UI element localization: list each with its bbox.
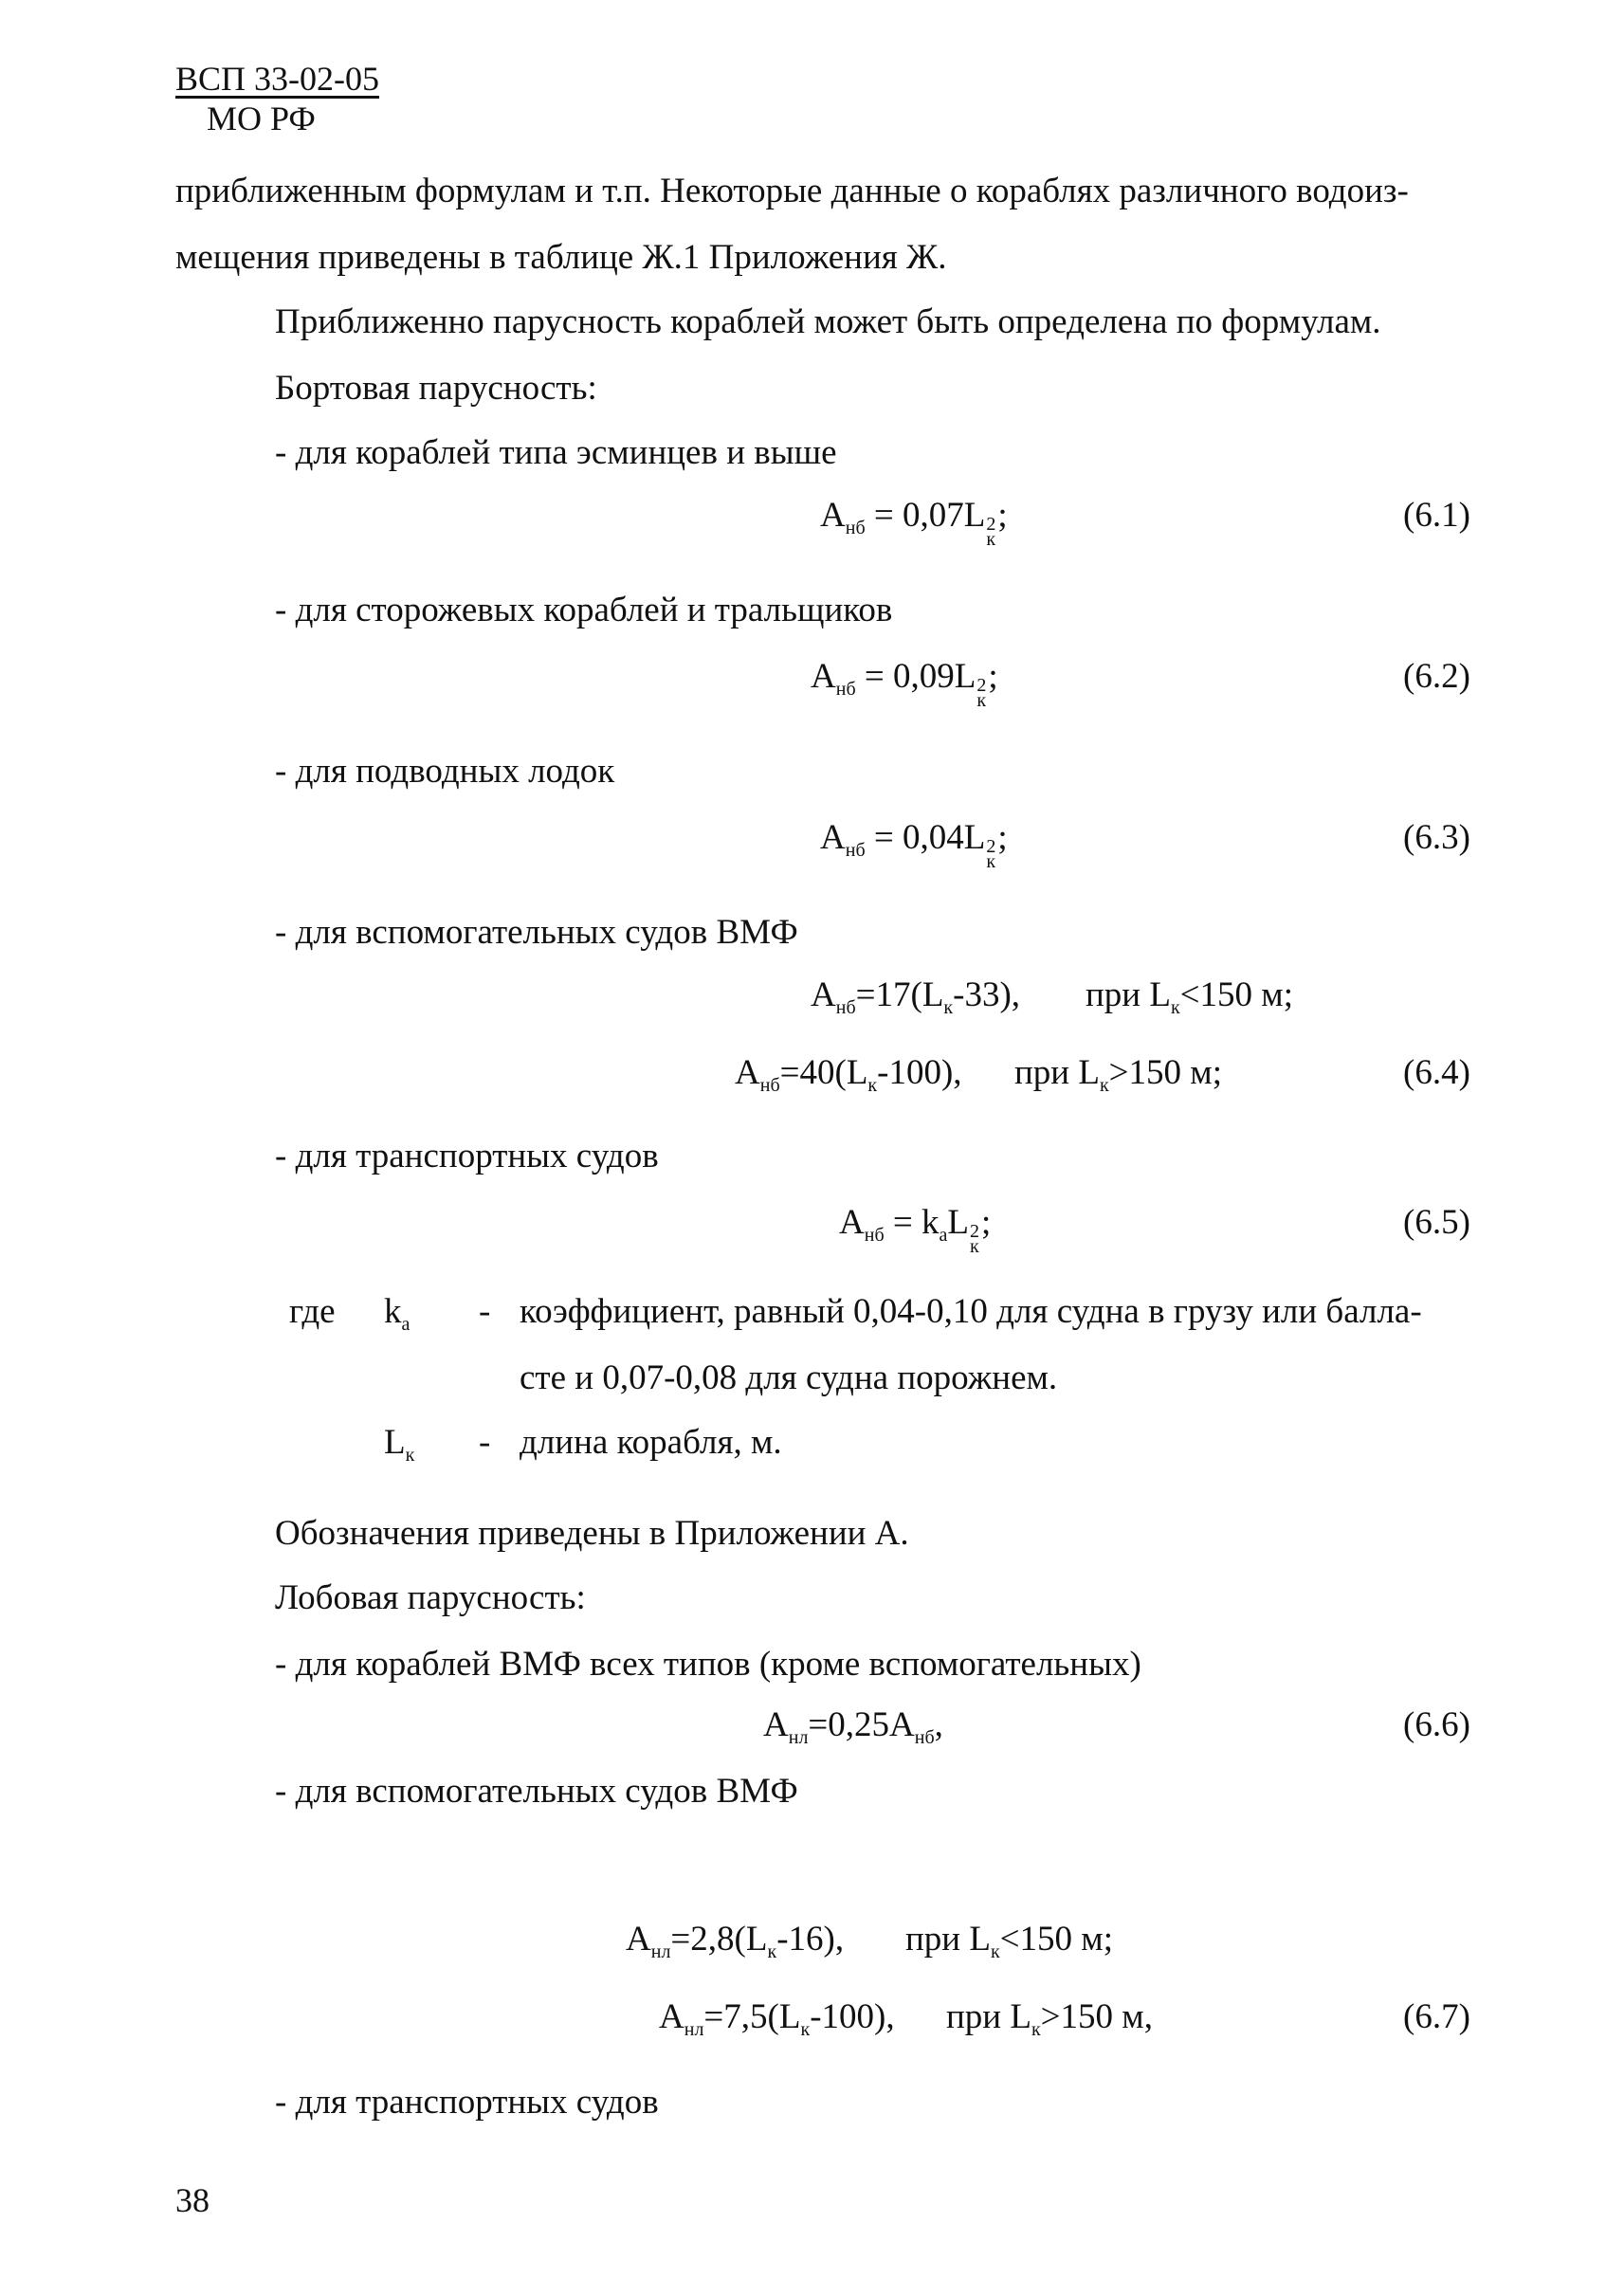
list-item: - для транспортных судов — [275, 2083, 659, 2122]
list-item: - для кораблей типа эсминцев и выше — [275, 433, 837, 472]
lk-symbol: $L_к$ — [384, 1423, 415, 1466]
formula-6-5: $А_{нб} = k_аL$ 2 к ; — [839, 1203, 992, 1257]
equation-number: (6.2) — [1403, 657, 1470, 696]
equation-number: (6.6) — [1403, 1705, 1470, 1744]
list-item: - для транспортных судов — [275, 1137, 659, 1175]
formula-6-7-condition1: при $L_к<150$ м; — [905, 1920, 1113, 1962]
list-item: - для подводных лодок — [275, 752, 615, 791]
formula-6-7-condition2: при $L_к>150$ м, — [946, 1997, 1153, 2040]
equation-number: (6.4) — [1403, 1053, 1470, 1092]
ka-definition-line1: коэффициент, равный 0,04-0,10 для судна в грузу или балла- — [520, 1292, 1422, 1331]
doc-code: ВСП 33-02-05 — [175, 60, 379, 98]
list-item: - для вспомогательных судов ВМФ — [275, 913, 798, 952]
formula-6-6: $А_{нл}=0,25А_{нб}$, — [763, 1705, 943, 1748]
equation-number: (6.5) — [1403, 1203, 1470, 1242]
equation-number: (6.1) — [1403, 496, 1470, 535]
formula-6-2: $А_{нб} = 0,09L$ 2 к ; — [811, 657, 998, 711]
paragraph: Обозначения приведены в Приложении А. — [275, 1514, 909, 1553]
equation-number: (6.7) — [1403, 1997, 1470, 2036]
formula-6-3: $А_{нб} = 0,04L$ 2 к ; — [820, 818, 1008, 872]
where-label: где — [289, 1292, 336, 1331]
ka-definition-line2: сте и 0,07-0,08 для судна порожнем. — [520, 1358, 1058, 1397]
section-heading: Бортовая парусность: — [275, 369, 597, 408]
ka-symbol: $k_а$ — [384, 1292, 411, 1335]
paragraph: Приближенно парусность кораблей может быть определена по формулам. — [275, 302, 1381, 341]
formula-6-7-line2: $А_{нл}=7,5(L_к-100)$, — [659, 1997, 895, 2040]
list-item: - для сторожевых кораблей и тральщиков — [275, 591, 893, 629]
section-heading: Лобовая парусность: — [275, 1578, 586, 1617]
definition-dash: - — [479, 1423, 491, 1462]
formula-6-4-line2: $А_{нб}=40(L_к-100)$, — [735, 1053, 962, 1096]
paragraph-line: приближенным формулам и т.п. Некоторые данные о кораблях различного водоиз- — [175, 172, 1409, 210]
formula-6-4-condition1: при $L_к<150$ м; — [1086, 975, 1293, 1018]
list-item: - для кораблей ВМФ всех типов (кроме вспомогательных) — [275, 1645, 1141, 1684]
definition-dash: - — [479, 1292, 491, 1331]
formula-6-4-line1: $А_{нб}=17(L_к-33)$, — [811, 975, 1021, 1018]
formula-6-7-line1: $А_{нл}=2,8(L_к-16)$, — [626, 1920, 845, 1962]
formula-6-4-condition2: при $L_к>150$ м; — [1014, 1053, 1222, 1096]
doc-org: МО РФ — [207, 100, 316, 137]
lk-definition: длина корабля, м. — [520, 1423, 782, 1462]
page-number: 38 — [175, 2181, 210, 2219]
formula-6-1: $А_{нб} = 0,07L$ 2 к ; — [820, 496, 1008, 550]
equation-number: (6.3) — [1403, 818, 1470, 857]
paragraph-line: мещения приведены в таблице Ж.1 Приложения Ж. — [175, 238, 947, 277]
list-item: - для вспомогательных судов ВМФ — [275, 1772, 798, 1811]
